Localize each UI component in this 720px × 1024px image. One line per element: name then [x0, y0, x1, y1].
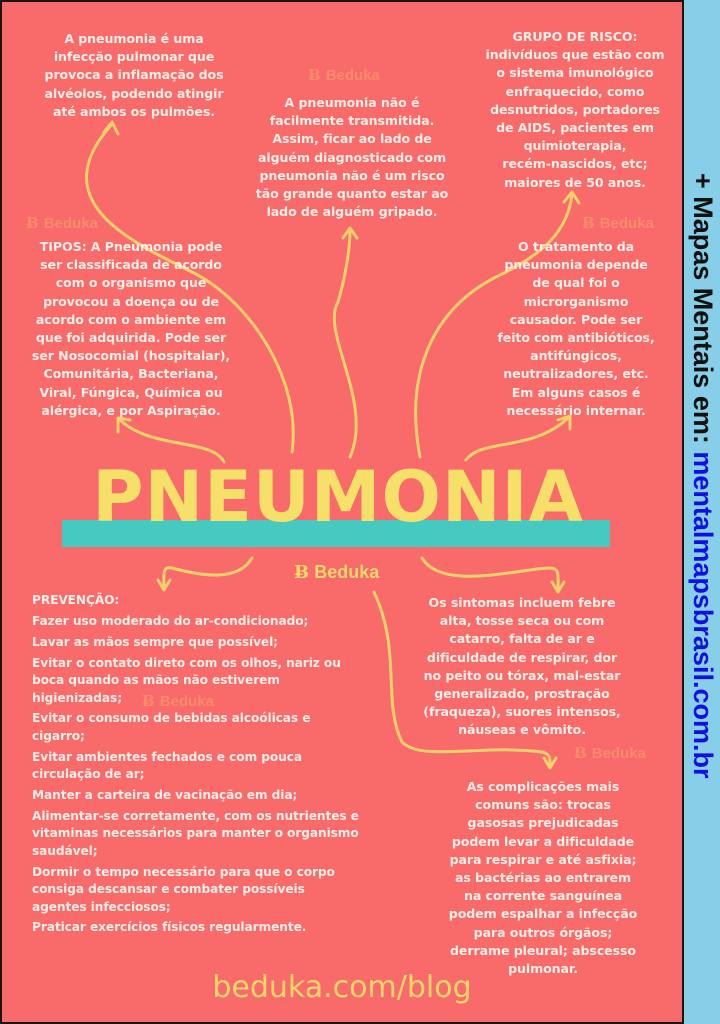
node-definicao: A pneumonia é uma infecção pulmonar que provoca a inflamação dos alvéolos, podendo atingir até ambos os pulmões.: [44, 31, 224, 119]
mind-map-poster: [2, 2, 682, 1022]
node-tratamento: O tratamento da pneumonia depende de qual foi o microrganismo causador. Pode ser feito com antibióticos, antifúngicos, neutralizadores, etc. Em alguns casos é necessário internar.: [497, 239, 655, 418]
node-sintomas: Os sintomas incluem febre alta, tosse seca ou com catarro, falta de ar e dificuldade de respirar, dor no peito ou tórax, mal-estar generalizado, prostração (fraqueza), suores intensos, náuseas e vômito.: [423, 595, 621, 738]
arrow-to-prevencao-icon: [164, 558, 252, 588]
beduka-logo-icon: Ƀ: [26, 214, 39, 232]
node-grupo-de-risco: GRUPO DE RISCO: indivíduos que estão com o sistema imunológico enfraquecido, como desnutridos, portadores de AIDS, pacientes em quimioterapia, recém-nascidos, etc; maiores de 50 anos.: [485, 29, 665, 190]
node-complicacoes: As complicações mais comuns são: trocas gasosas prejudicadas podem levar a dificuldade para respirar e até asfixia; as bactérias ao entrarem na corrente sanguínea podem espalhar a infecção para outros órgãos; derrame pleural; abscesso pulmonar.: [448, 779, 638, 977]
prevencao-item: Evitar o consumo de bebidas alcoólicas e cigarro;: [32, 711, 311, 743]
beduka-logo-icon: Ƀ: [308, 66, 321, 84]
prevencao-item: Manter a carteira de vacinação em dia;: [32, 788, 298, 803]
prevencao-item: Lavar as mãos sempre que possível;: [32, 634, 278, 649]
prevencao-item: Evitar o contato direto com os olhos, nariz ou boca quando as mãos não estiverem higienizadas;: [32, 655, 341, 705]
arrow-to-tratamento-icon: [466, 418, 568, 460]
brand-logo: Ƀ Beduka: [294, 562, 380, 583]
beduka-logo-icon: Ƀ: [574, 744, 587, 762]
node-transmissao: A pneumonia não é facilmente transmitida. Assim, ficar ao lado de alguém diagnosticado com pneumonia não é um risco tão grande quanto estar ao lado de alguém gripado.: [255, 95, 449, 220]
brand-watermark: Ƀ Beduka: [26, 214, 98, 232]
brand-watermark: Ƀ Beduka: [142, 692, 214, 710]
beduka-logo-icon: Ƀ: [582, 214, 595, 232]
brand-watermark: Ƀ Beduka: [582, 214, 654, 232]
node-prevencao: PREVENÇÃO: Fazer uso moderado do ar-condicionado; Lavar as mãos sempre que possível; Evitar o contato direto com os olhos, nariz ou boca quando as mãos não estiverem higienizadas; Evitar o consumo de bebidas alcoólicas e cigarro; Evitar ambientes fechados e com pouca circulação de ar; Manter a carteira de vacinação em dia; Alimentar-se corretamente, com os nutrientes e vitaminas necessários para manter o organismo saudável; Dormir o tempo necessário para que o corpo consiga descansar e combater possíveis agentes infecciosos; Praticar exercícios físicos regularmente.: [32, 592, 362, 937]
prevencao-item: Praticar exercícios físicos regularmente.: [32, 920, 307, 935]
footer-blog-link[interactable]: beduka.com/blog: [212, 970, 472, 1005]
beduka-logo-icon: Ƀ: [142, 692, 155, 710]
brand-watermark: Ƀ Beduka: [308, 66, 380, 84]
central-title: PNEUMONIA: [92, 456, 584, 538]
prevencao-item: Fazer uso moderado do ar-condicionado;: [32, 613, 309, 628]
brand-watermark: Ƀ Beduka: [574, 744, 646, 762]
arrow-to-transmissao-icon: [334, 230, 356, 457]
beduka-logo-icon: Ƀ: [294, 562, 310, 583]
node-tipos: TIPOS: A Pneumonia pode ser classificada de acordo com o organismo que provocou a doença ou de acordo com o ambiente em que foi adquirida. Pode ser ser Nosocomial (hospitalar), Comunitária, Bacteriana, Viral, Fúngica, Química ou alérgica, e por Aspiração.: [31, 239, 231, 418]
prevencao-item: Alimentar-se corretamente, com os nutrientes e vitaminas necessários para manter o organismo saudável;: [32, 808, 359, 858]
sidebar-site-link[interactable]: mentalmapsbrasil.com.br: [688, 451, 718, 779]
sidebar-banner: [684, 0, 720, 1024]
arrow-to-sintomas-icon: [422, 558, 558, 590]
prevencao-item: Evitar ambientes fechados e com pouca circulação de ar;: [32, 749, 302, 782]
sidebar-text: + Mapas Mentais em: mentalmapsbrasil.com.br: [688, 173, 718, 779]
prevencao-item: Dormir o tempo necessário para que o corpo consiga descansar e combater possíveis agentes infecciosos;: [32, 864, 335, 914]
